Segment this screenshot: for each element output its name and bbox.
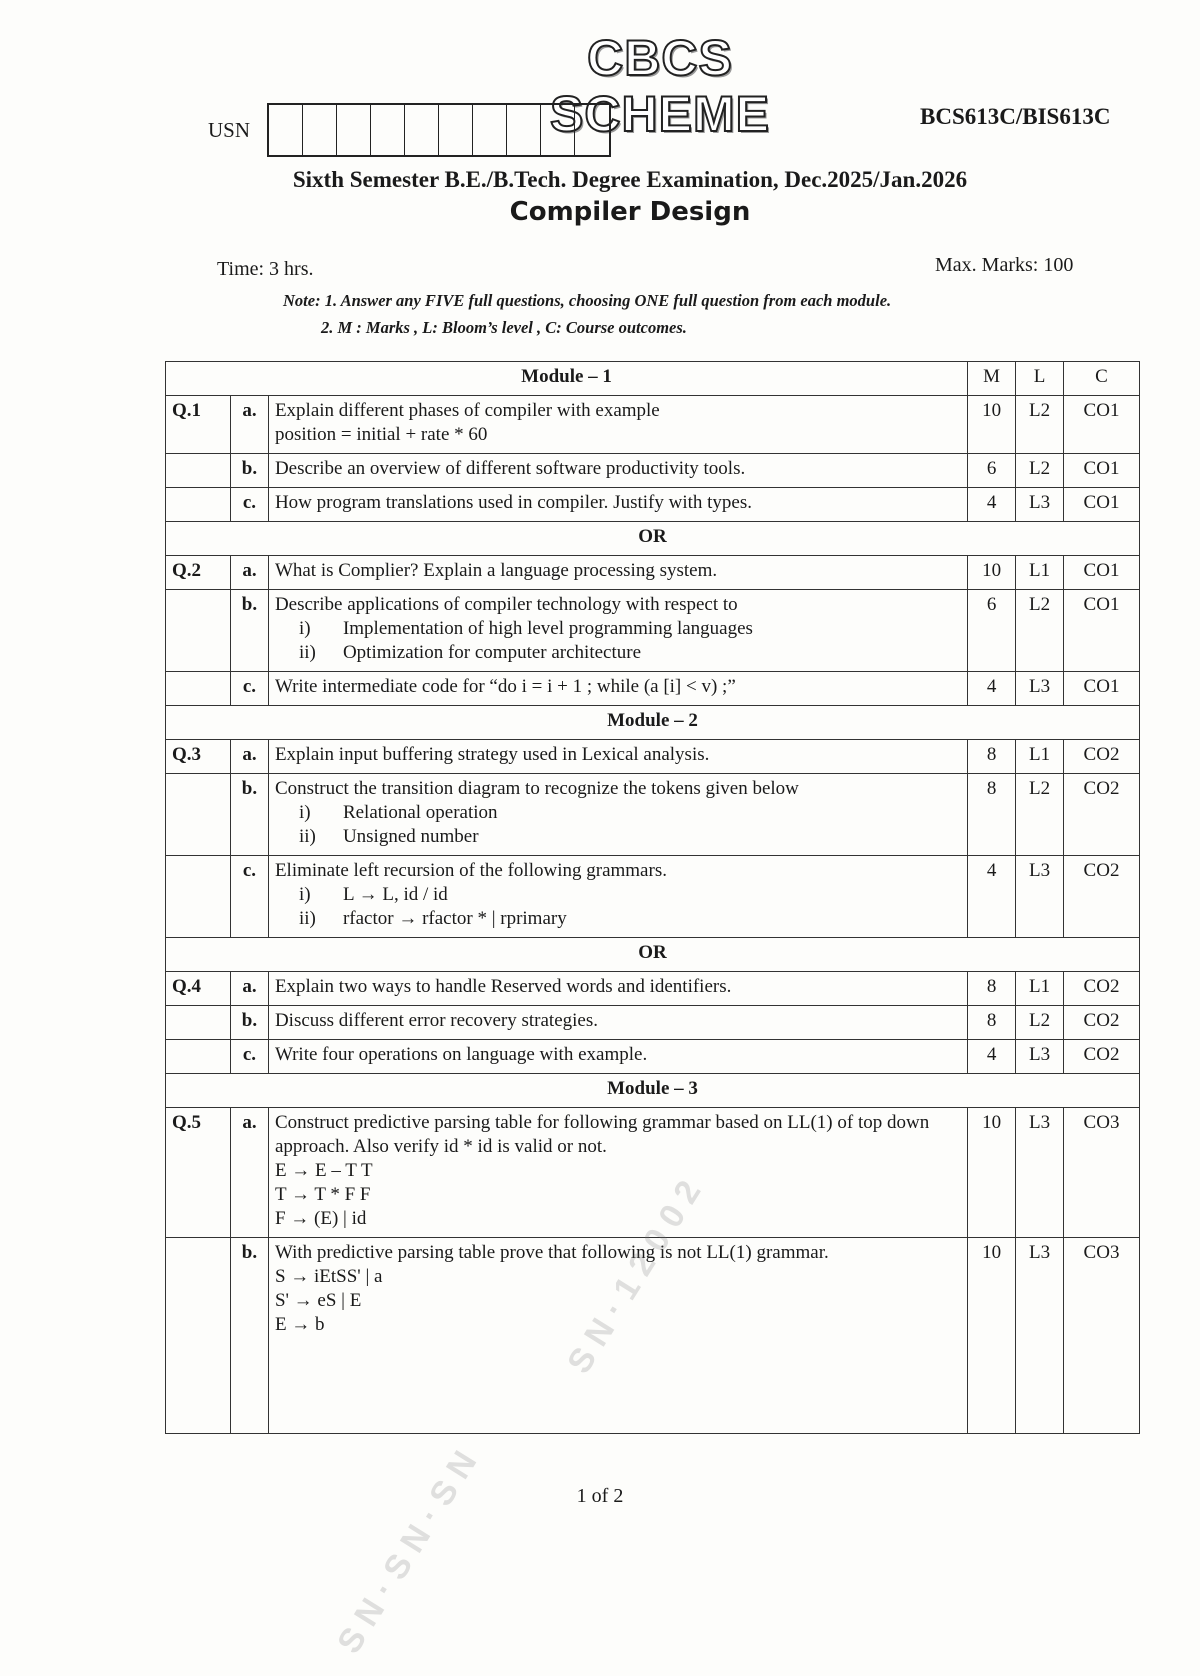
column-header-l: L xyxy=(1016,362,1064,396)
question-text-cell xyxy=(268,1006,967,1040)
or-separator-row xyxy=(166,522,1140,556)
sub-item-number: ii) xyxy=(298,908,316,929)
marks: 8 xyxy=(968,740,1016,774)
question-text-cell xyxy=(268,488,967,522)
module-title: Module – 1 xyxy=(166,362,968,396)
grammar-production: T → T * F F xyxy=(274,1184,371,1205)
question-number xyxy=(166,590,231,672)
question-part-row xyxy=(166,396,1140,454)
usn-digit-box xyxy=(541,105,575,155)
or-separator-row xyxy=(166,938,1140,972)
part-label: a. xyxy=(230,972,268,1006)
marks: 10 xyxy=(968,556,1016,590)
question-part-row xyxy=(166,488,1140,522)
marks: 4 xyxy=(968,856,1016,938)
question-text-cell xyxy=(268,556,967,590)
question-text-cell xyxy=(268,740,967,774)
question-number xyxy=(166,1238,231,1434)
question-text-cell xyxy=(268,590,967,672)
sub-item-number: ii) xyxy=(298,642,316,663)
grammar-production: E → b xyxy=(274,1314,325,1335)
course-outcome: CO2 xyxy=(1064,774,1140,856)
marks: 4 xyxy=(968,672,1016,706)
blooms-level: L2 xyxy=(1016,590,1064,672)
usn-boxes xyxy=(267,103,611,157)
course-outcome: CO2 xyxy=(1064,856,1140,938)
module-header-row xyxy=(166,1074,1140,1108)
usn-digit-box xyxy=(269,105,303,155)
blooms-level: L3 xyxy=(1016,1108,1064,1238)
marks: 10 xyxy=(968,1238,1016,1434)
sub-item xyxy=(275,883,961,907)
watermark: S N · S N · S N xyxy=(330,1444,485,1661)
usn-digit-box xyxy=(303,105,337,155)
course-outcome: CO2 xyxy=(1064,1006,1140,1040)
sub-item-text: Implementation of high level programming languages xyxy=(342,618,753,639)
question-text: With predictive parsing table prove that following is not LL(1) grammar. xyxy=(274,1242,829,1263)
sub-item xyxy=(275,641,961,665)
course-outcome: CO2 xyxy=(1064,972,1140,1006)
sub-item xyxy=(275,825,961,849)
paper-code: BCS613C/BIS613C xyxy=(920,104,1111,129)
max-marks: Max. Marks: 100 xyxy=(935,254,1074,276)
blooms-level: L3 xyxy=(1016,1040,1064,1074)
course-outcome: CO1 xyxy=(1064,556,1140,590)
course-outcome: CO3 xyxy=(1064,1238,1140,1434)
course-outcome: CO1 xyxy=(1064,590,1140,672)
module-title: Module – 3 xyxy=(166,1074,1140,1108)
question-number: Q.2 xyxy=(166,556,231,590)
question-text: Write four operations on language with example. xyxy=(274,1044,648,1065)
question-text: How program translations used in compiler. Justify with types. xyxy=(274,492,752,513)
sub-item-number: i) xyxy=(298,618,311,639)
question-example: position = initial + rate * 60 xyxy=(274,424,488,445)
usn-digit-box xyxy=(405,105,439,155)
sub-item-number: i) xyxy=(298,884,311,905)
usn-digit-box xyxy=(337,105,371,155)
marks: 10 xyxy=(968,396,1016,454)
time-allowed: Time: 3 hrs. xyxy=(217,258,314,280)
grammar-production: E → E – T T xyxy=(274,1160,373,1181)
course-outcome: CO2 xyxy=(1064,1040,1140,1074)
module-header-row xyxy=(166,362,1140,396)
question-text-cell xyxy=(268,774,967,856)
blooms-level: L1 xyxy=(1016,972,1064,1006)
sub-item-text: L → L, id / id xyxy=(342,884,448,905)
question-number: Q.3 xyxy=(166,740,231,774)
part-label: a. xyxy=(230,1108,268,1238)
grammar-production: S → iEtSS' | a xyxy=(274,1266,383,1287)
question-text-cell xyxy=(268,972,967,1006)
question-number xyxy=(166,1006,231,1040)
watermark: S N · 1 2 0 0 2 xyxy=(560,1174,709,1381)
marks: 4 xyxy=(968,1040,1016,1074)
question-number xyxy=(166,1040,231,1074)
course-outcome: CO3 xyxy=(1064,1108,1140,1238)
marks: 6 xyxy=(968,454,1016,488)
sub-item-text: Relational operation xyxy=(342,802,498,823)
part-label: c. xyxy=(230,1040,268,1074)
part-label: b. xyxy=(230,590,268,672)
sub-item-number: i) xyxy=(298,802,311,823)
part-label: b. xyxy=(230,774,268,856)
question-number: Q.4 xyxy=(166,972,231,1006)
question-number xyxy=(166,454,231,488)
marks: 8 xyxy=(968,972,1016,1006)
module-header-row xyxy=(166,706,1140,740)
question-text-cell xyxy=(268,396,967,454)
usn-digit-box xyxy=(575,105,609,155)
blooms-level: L2 xyxy=(1016,1006,1064,1040)
question-number xyxy=(166,774,231,856)
usn-digit-box xyxy=(439,105,473,155)
sub-item-number: ii) xyxy=(298,826,316,847)
question-part-row xyxy=(166,672,1140,706)
blooms-level: L3 xyxy=(1016,488,1064,522)
question-text: Eliminate left recursion of the following grammars. xyxy=(274,860,667,881)
blooms-level: L3 xyxy=(1016,672,1064,706)
blooms-level: L1 xyxy=(1016,740,1064,774)
question-text: What is Complier? Explain a language processing system. xyxy=(274,560,718,581)
question-number xyxy=(166,856,231,938)
question-number xyxy=(166,672,231,706)
part-label: c. xyxy=(230,672,268,706)
sub-item-text: Unsigned number xyxy=(342,826,479,847)
part-label: b. xyxy=(230,1006,268,1040)
part-label: b. xyxy=(230,1238,268,1434)
question-part-row xyxy=(166,1040,1140,1074)
question-number xyxy=(166,488,231,522)
sub-item xyxy=(275,617,961,641)
course-outcome: CO1 xyxy=(1064,396,1140,454)
blooms-level: L2 xyxy=(1016,396,1064,454)
question-number: Q.1 xyxy=(166,396,231,454)
or-separator: OR xyxy=(166,522,1140,556)
question-text-cell xyxy=(268,454,967,488)
blank-space xyxy=(275,1337,961,1427)
sub-item xyxy=(275,907,961,931)
question-text: Describe applications of compiler technology with respect to xyxy=(274,594,738,615)
blooms-level: L3 xyxy=(1016,1238,1064,1434)
blooms-level: L2 xyxy=(1016,774,1064,856)
question-text: Describe an overview of different software productivity tools. xyxy=(274,458,746,479)
question-part-row xyxy=(166,454,1140,488)
grammar-production: S' → eS | E xyxy=(274,1290,362,1311)
question-text: Explain input buffering strategy used in Lexical analysis. xyxy=(274,744,710,765)
part-label: a. xyxy=(230,740,268,774)
part-label: c. xyxy=(230,856,268,938)
question-part-row xyxy=(166,556,1140,590)
marks: 8 xyxy=(968,774,1016,856)
grammar-production: F → (E) | id xyxy=(274,1208,367,1229)
question-text: Construct predictive parsing table for following grammar based on LL(1) of top down approach. Also verify id * id is valid or not. xyxy=(274,1112,930,1157)
question-part-row xyxy=(166,1006,1140,1040)
part-label: a. xyxy=(230,556,268,590)
question-number: Q.5 xyxy=(166,1108,231,1238)
note-line-1: Note: 1. Answer any FIVE full questions, choosing ONE full question from each module. xyxy=(283,291,892,310)
question-text: Discuss different error recovery strategies. xyxy=(274,1010,598,1031)
course-outcome: CO1 xyxy=(1064,488,1140,522)
question-text: Construct the transition diagram to recognize the tokens given below xyxy=(274,778,799,799)
part-label: b. xyxy=(230,454,268,488)
blooms-level: L2 xyxy=(1016,454,1064,488)
page-number: 1 of 2 xyxy=(576,1485,624,1507)
usn-digit-box xyxy=(371,105,405,155)
column-header-m: M xyxy=(968,362,1016,396)
question-part-row xyxy=(166,590,1140,672)
question-text: Write intermediate code for “do i = i + 1 ; while (a [i] < v) ;” xyxy=(274,676,736,697)
sub-item-text: Optimization for computer architecture xyxy=(342,642,642,663)
note-line-2: 2. M : Marks , L: Bloom’s level , C: Course outcomes. xyxy=(321,318,687,337)
or-separator: OR xyxy=(166,938,1140,972)
question-text-cell xyxy=(268,672,967,706)
marks: 8 xyxy=(968,1006,1016,1040)
subject-title: Compiler Design xyxy=(509,197,751,227)
part-label: a. xyxy=(230,396,268,454)
question-part-row xyxy=(166,856,1140,938)
question-text: Explain different phases of compiler with example xyxy=(274,400,660,421)
sub-item-text: rfactor → rfactor * | rprimary xyxy=(342,908,567,929)
blooms-level: L1 xyxy=(1016,556,1064,590)
question-text-cell xyxy=(268,1108,967,1238)
question-text: Explain two ways to handle Reserved words and identifiers. xyxy=(274,976,732,997)
part-label: c. xyxy=(230,488,268,522)
usn-label: USN xyxy=(208,118,251,142)
sub-item xyxy=(275,801,961,825)
marks: 6 xyxy=(968,590,1016,672)
course-outcome: CO1 xyxy=(1064,454,1140,488)
usn-digit-box xyxy=(473,105,507,155)
course-outcome: CO1 xyxy=(1064,672,1140,706)
course-outcome: CO2 xyxy=(1064,740,1140,774)
question-text-cell xyxy=(268,1040,967,1074)
question-part-row xyxy=(166,740,1140,774)
question-part-row xyxy=(166,972,1140,1006)
exam-title: Sixth Semester B.E./B.Tech. Degree Examination, Dec.2025/Jan.2026 xyxy=(292,167,968,192)
question-text-cell xyxy=(268,856,967,938)
blooms-level: L3 xyxy=(1016,856,1064,938)
usn-digit-box xyxy=(507,105,541,155)
scheme-banner: CBCS SCHEME xyxy=(550,30,770,142)
column-header-c: C xyxy=(1064,362,1140,396)
question-part-row xyxy=(166,774,1140,856)
marks: 10 xyxy=(968,1108,1016,1238)
module-title: Module – 2 xyxy=(166,706,1140,740)
marks: 4 xyxy=(968,488,1016,522)
